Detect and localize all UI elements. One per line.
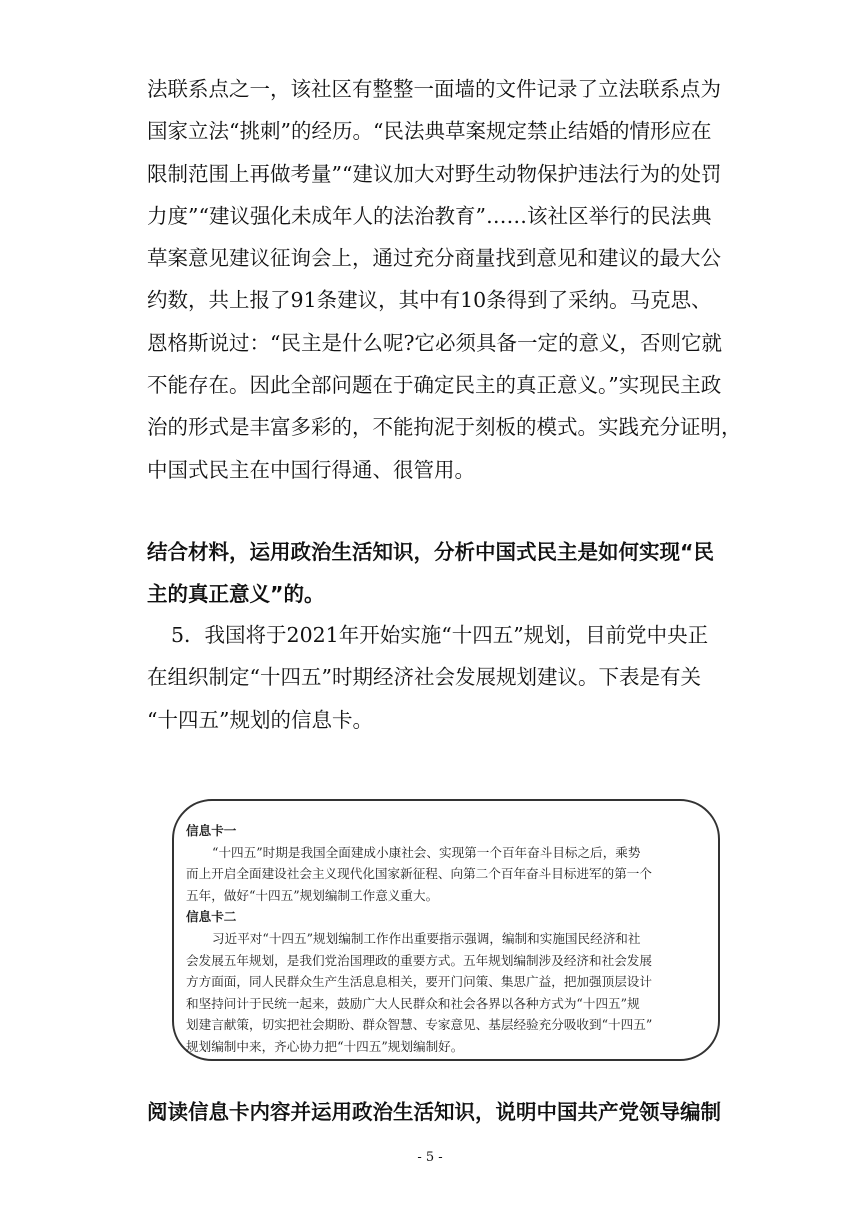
page-number: - 5 - <box>417 1150 443 1165</box>
info-card-line: “十四五”时期是我国全面建成小康社会、实现第一个百年奋斗目标之后，乘势 <box>212 844 641 860</box>
info-card-line: 和坚持问计于民统一起来，鼓励广大人民群众和社会各界以各种方式为“十四五”规 <box>186 995 640 1011</box>
question-4-prompt <box>147 531 715 616</box>
info-card-line: 习近平对“十四五”规划编制工作作出重要指示强调，编制和实施国民经济和社 <box>212 930 641 946</box>
question-line: “十四五”规划的信息卡。 <box>147 707 373 732</box>
material-line: 法联系点之一，该社区有整整一面墙的文件记录了立法联系点为 <box>147 77 721 101</box>
material-line: 约数，共上报了91条建议，其中有10条得到了采纳。马克思、 <box>147 288 712 313</box>
question-line: 5．我国将于2021年开始实施“十四五”规划，目前党中央正 <box>171 623 709 647</box>
info-card-line: 会发展五年规划，是我们党治国理政的重要方式。五年规划编制涉及经济和社会发展 <box>186 952 652 968</box>
info-card-line: 划建言献策，切实把社会期盼、群众智慧、专家意见、基层经验充分吸收到“十四五” <box>186 1017 653 1033</box>
question-line: 主的真正意义”的。 <box>147 582 325 607</box>
question-line: 在组织制定“十四五”时期经济社会发展规划建议。下表是有关 <box>147 665 701 690</box>
question-5-task <box>147 1091 721 1133</box>
question-5-intro <box>147 614 715 741</box>
material-line: 力度”“建议强化未成年人的法治教育”……该社区举行的民法典 <box>147 203 712 228</box>
info-card-2-title: 信息卡二 <box>186 909 237 925</box>
material-line: 不能存在。因此全部问题在于确定民主的真正意义。”实现民主政 <box>147 373 722 398</box>
material-line: 草案意见建议征询会上，通过充分商量找到意见和建议的最大公 <box>147 246 721 271</box>
info-card-line: 规划编制中来，齐心协力把“十四五”规划编制好。 <box>186 1038 464 1054</box>
info-card-content <box>186 820 706 1058</box>
question-line: 阅读信息卡内容并运用政治生活知识，说明中国共产党领导编制 <box>147 1100 721 1124</box>
material-line: 恩格斯说过：“民主是什么呢?它必须具备一定的意义，否则它就 <box>147 330 722 355</box>
info-card-line: 方方面面，同人民群众生产生活息息相关，要开门问策、集思广益，把加强顶层设计 <box>186 974 652 990</box>
material-line: 治的形式是丰富多彩的，不能拘泥于刻板的模式。实践充分证明， <box>147 415 742 440</box>
question-line: 结合材料，运用政治生活知识，分析中国式民主是如何实现“民 <box>147 540 714 564</box>
info-card-line: 五年，做好“十四五”规划编制工作意义重大。 <box>186 887 439 903</box>
material-line: 限制范围上再做考量”“建议加大对野生动物保护违法行为的处罚 <box>147 161 722 186</box>
info-card-1-title: 信息卡一 <box>186 823 237 838</box>
material-line: 中国式民主在中国行得通、很管用。 <box>147 457 475 482</box>
info-card-line: 而上开启全面建设社会主义现代化国家新征程、向第二个百年奋斗目标进军的第一个 <box>186 866 652 882</box>
material-paragraph <box>147 68 742 491</box>
material-line: 国家立法“挑刺”的经历。“民法典草案规定禁止结婚的情形应在 <box>147 119 712 144</box>
